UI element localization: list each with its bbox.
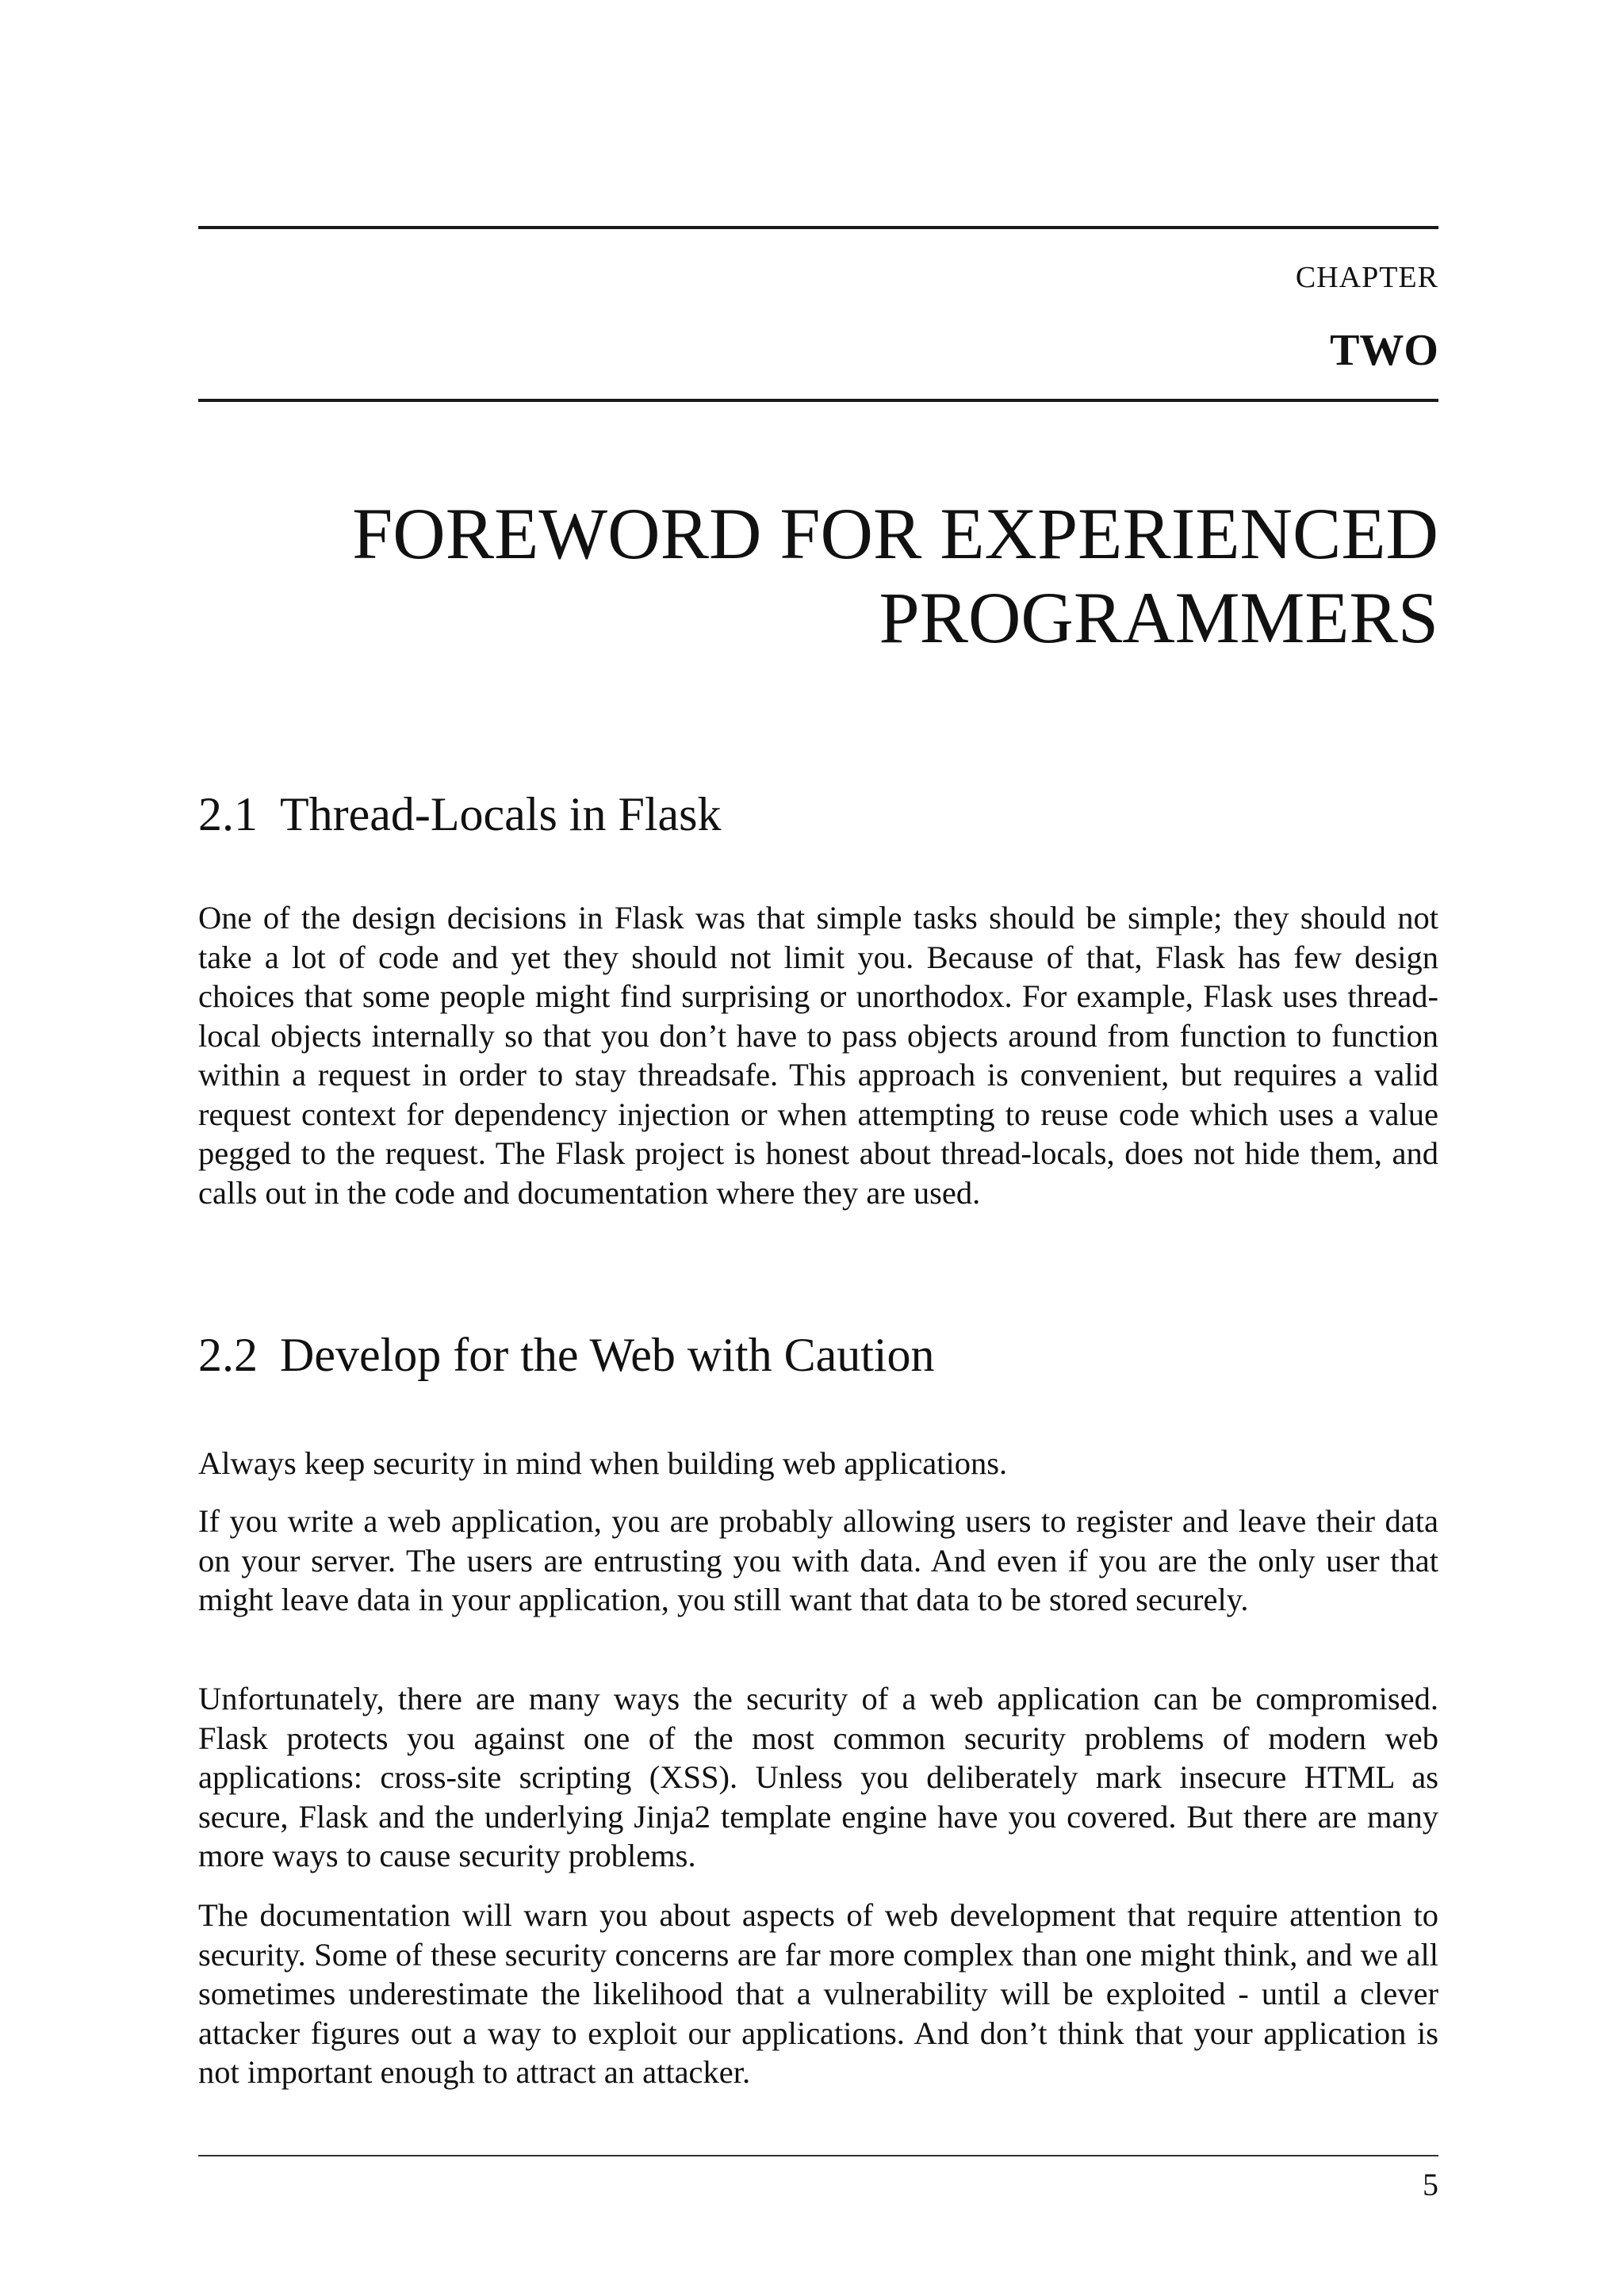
paragraph: One of the design decisions in Flask was that simple tasks should be simple; they should not take a lot of code and yet they should not limit you. Because of that, Flask has few design choices that some people might find surprising or unorthodox. For example, Flask uses thread-local objects internally so that you don’t have to pass objects around from function to function within a request in order to stay threadsafe. This approach is convenient, but requires a valid request context for dependency injection or when attempting to reuse code which uses a value pegged to the request. The Flask project is honest about thread-locals, does not hide them, and calls out in the code and documentation where they are used. [198, 900, 1438, 1211]
section-number: 2.1 [198, 788, 258, 840]
document-page [198, 0, 1438, 2296]
paragraph: Unfortunately, there are many ways the security of a web application can be compromised. Flask protects you against one of the most common security problems of modern web applications: cross-site scripting (XSS). Unless you deliberately mark insecure HTML as secure, Flask and the underlying Jinja2 template engine have you covered. But there are many more ways to cause security problems. [198, 1681, 1438, 1873]
paragraph: The documentation will warn you about aspects of web development that require attention to security. Some of these security concerns are far more complex than one might think, and we all sometimes underestimate the likelihood that a vulnerability will be exploited - until a clever attacker figures out a way to exploit our applications. And don’t think that your application is not important enough to attract an attacker. [198, 1897, 1438, 2090]
footer-rule [198, 2155, 1438, 2156]
chapter-number: TWO [1330, 326, 1438, 375]
paragraph: If you write a web application, you are probably allowing users to register and leave their data on your server. The users are entrusting you with data. And even if you are the only user that might leave data in your application, you still want that data to be stored securely. [198, 1503, 1438, 1617]
paragraph: Always keep security in mind when building web applications. [198, 1445, 1008, 1481]
section-number: 2.2 [198, 1329, 258, 1381]
section-heading-2-2 [198, 1328, 1438, 1383]
chapter-top-rule [198, 226, 1438, 229]
chapter-label: CHAPTER [1295, 261, 1438, 294]
chapter-bottom-rule [198, 399, 1438, 402]
section-title: Develop for the Web with Caution [280, 1329, 935, 1381]
section-heading-2-1 [198, 787, 1438, 842]
section-title: Thread-Locals in Flask [280, 788, 722, 840]
chapter-title: FOREWORD FOR EXPERIENCED PROGRAMMERS [352, 493, 1438, 658]
page-number: 5 [1423, 2167, 1438, 2202]
